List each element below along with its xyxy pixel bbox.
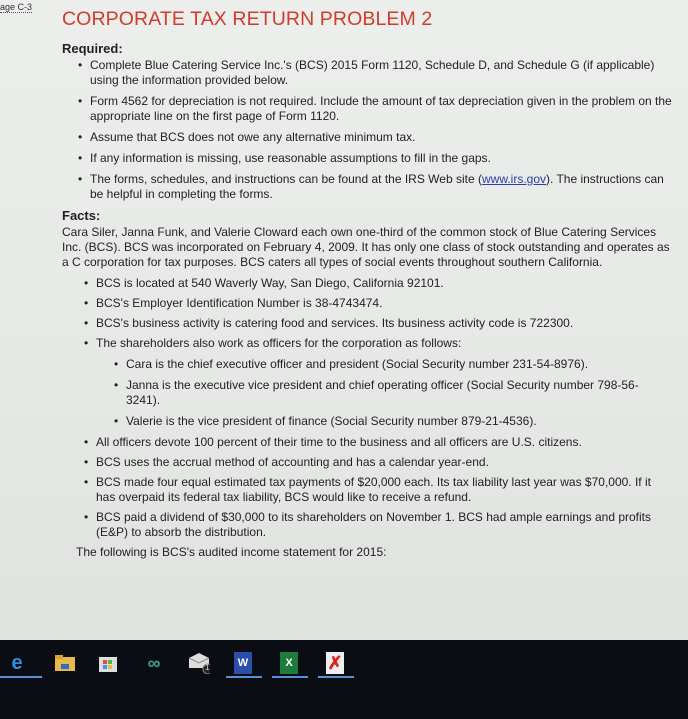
page-title: CORPORATE TAX RETURN PROBLEM 2 xyxy=(62,8,433,30)
word-label: W xyxy=(237,657,249,669)
list-item: • Complete Blue Catering Service Inc.'s (BCS) 2015 Form 1120, Schedule D, and Schedule G (if applicable) using the information provided below. xyxy=(90,58,672,88)
list-text: ). The instructions can be helpful in completing the forms. xyxy=(90,172,664,201)
list-item: • Form 4562 for depreciation is not required. Include the amount of tax depreciation given in the problem on the appropriate line on the first page of Form 1120. xyxy=(90,94,672,124)
store-icon[interactable] xyxy=(97,652,119,674)
word-icon[interactable] xyxy=(234,652,252,674)
list-item: • BCS's business activity is catering food and services. Its business activity code is 722300. xyxy=(96,316,672,331)
mail-icon[interactable] xyxy=(188,652,210,674)
infinity-app-icon[interactable]: ∞ xyxy=(147,652,161,673)
list-item: • Cara is the chief executive officer and president (Social Security number 231-54-8976). xyxy=(126,357,672,372)
list-item: • BCS's Employer Identification Number is 38-4743474. xyxy=(96,296,672,311)
list-item: • All officers devote 100 percent of their time to the business and all officers are U.S. citizens. xyxy=(96,435,672,450)
page-label: age C-3 xyxy=(0,2,33,12)
list-item xyxy=(90,172,672,202)
list-item: • BCS uses the accrual method of accounting and has a calendar year-end. xyxy=(96,455,672,470)
excel-icon[interactable] xyxy=(280,652,298,674)
officers-list xyxy=(126,357,672,429)
closing-text: The following is BCS's audited income statement for 2015: xyxy=(76,545,387,559)
excel-label: X xyxy=(285,657,293,669)
facts-intro: Cara Siler, Janna Funk, and Valerie Cloward each own one-third of the common stock of Blue Catering Services Inc. (BCS). BCS was incorporated on February 4, 2009. It has only one class of stock outstanding and operates as a C corporation for tax purposes. BCS caters all types of social events throughout southern California. xyxy=(62,225,670,269)
list-item: • Assume that BCS does not owe any alternative minimum tax. xyxy=(90,130,672,145)
running-indicator xyxy=(318,676,354,678)
irs-link[interactable]: www.irs.gov xyxy=(481,172,546,186)
list-item xyxy=(96,336,672,429)
facts-heading: Facts: xyxy=(62,208,101,223)
list-item: • BCS is located at 540 Waverly Way, San Diego, California 92101. xyxy=(96,276,672,291)
list-item: • BCS paid a dividend of $30,000 to its shareholders on November 1. BCS had ample earnings and profits (E&P) to absorb the distribution. xyxy=(96,510,672,540)
running-indicator xyxy=(226,676,262,678)
list-text: The forms, schedules, and instructions can be found at the IRS Web site ( xyxy=(90,172,482,186)
facts-list xyxy=(96,276,672,540)
required-heading: Required: xyxy=(62,41,123,56)
list-text: The shareholders also work as officers for the corporation as follows: xyxy=(96,336,462,350)
edge-icon[interactable]: e xyxy=(11,651,23,674)
list-item: • Valerie is the vice president of finance (Social Security number 879-21-4536). xyxy=(126,414,672,429)
running-indicator xyxy=(272,676,308,678)
list-item: • BCS made four equal estimated tax payments of $20,000 each. Its tax liability last year was $70,000. If it has overpaid its federal tax liability, BCS would like to receive a refund. xyxy=(96,475,672,505)
document-content xyxy=(62,8,672,566)
required-list xyxy=(62,58,672,202)
active-indicator xyxy=(0,676,42,678)
list-item: • If any information is missing, use reasonable assumptions to fill in the gaps. xyxy=(90,151,672,166)
file-explorer-icon[interactable] xyxy=(54,652,76,674)
taskbar xyxy=(0,640,688,719)
list-item: • Janna is the executive vice president and chief operating officer (Social Security number 798-56-3241). xyxy=(126,378,672,408)
mail-badge: 1 xyxy=(205,663,210,672)
xodo-pdf-icon[interactable]: ✗ xyxy=(327,652,343,673)
